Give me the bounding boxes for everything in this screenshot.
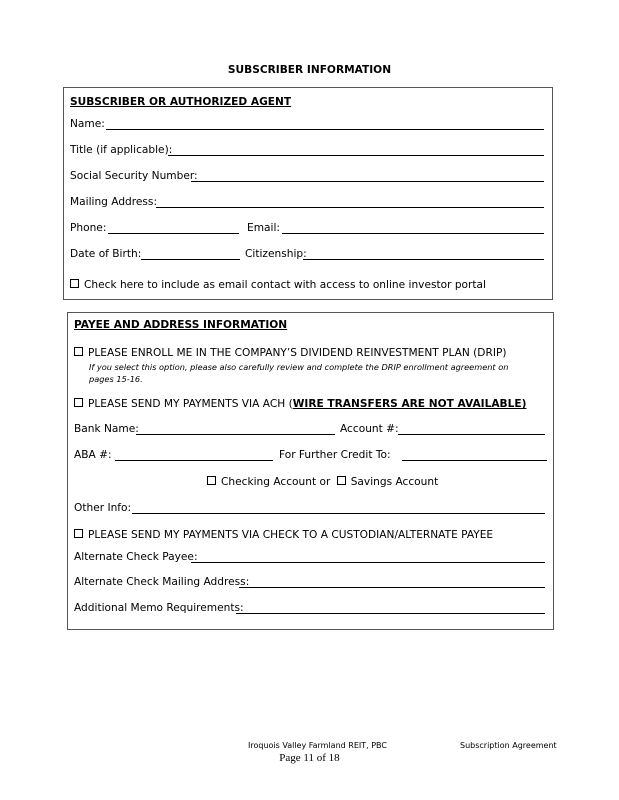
check-custodian-checkbox[interactable] — [74, 529, 83, 538]
memo-label: Additional Memo Requirements: — [74, 602, 244, 614]
citizenship-field[interactable] — [303, 259, 544, 260]
name-label: Name: — [70, 118, 105, 130]
aba-field[interactable] — [115, 460, 273, 461]
phone-field[interactable] — [108, 233, 239, 234]
ach-checkbox[interactable] — [74, 398, 83, 407]
drip-note-line2: pages 15-16. — [89, 374, 143, 384]
savings-checkbox[interactable] — [337, 476, 346, 485]
memo-field[interactable] — [236, 613, 545, 614]
further-credit-label: For Further Credit To: — [279, 449, 391, 461]
citizenship-label: Citizenship: — [245, 248, 307, 260]
bank-name-field[interactable] — [136, 434, 335, 435]
portal-checkbox[interactable] — [70, 279, 79, 288]
account-label: Account #: — [340, 423, 399, 435]
alt-mailing-label: Alternate Check Mailing Address: — [74, 576, 250, 588]
drip-note-line1: If you select this option, please also carefully review and complete the DRIP enrollment agreement on — [89, 362, 509, 372]
wire-warning: WIRE TRANSFERS ARE NOT AVAILABLE) — [292, 398, 527, 410]
bank-name-label: Bank Name: — [74, 423, 139, 435]
account-field[interactable] — [398, 434, 545, 435]
portal-check-row — [70, 279, 486, 291]
mailing-address-label: Mailing Address: — [70, 196, 158, 208]
ach-row — [74, 398, 526, 410]
savings-label: Savings Account — [350, 476, 439, 488]
name-field[interactable] — [106, 129, 544, 130]
email-label: Email: — [247, 222, 280, 234]
check-custodian-label: PLEASE SEND MY PAYMENTS VIA CHECK TO A CUSTODIAN/ALTERNATE PAYEE — [88, 529, 494, 541]
payee-heading: PAYEE AND ADDRESS INFORMATION — [74, 319, 288, 331]
footer-page-number: Page 11 of 18 — [279, 752, 340, 764]
checking-checkbox[interactable] — [207, 476, 216, 485]
drip-label: PLEASE ENROLL ME IN THE COMPANY’S DIVIDEND REINVESTMENT PLAN (DRIP) — [88, 347, 507, 359]
portal-check-label: Check here to include as email contact with access to online investor portal — [84, 279, 486, 291]
ssn-label: Social Security Number: — [70, 170, 198, 182]
dob-field[interactable] — [141, 259, 240, 260]
drip-checkbox[interactable] — [74, 347, 83, 356]
ssn-field[interactable] — [191, 181, 544, 182]
drip-row — [74, 347, 506, 359]
phone-label: Phone: — [70, 222, 107, 234]
other-info-label: Other Info: — [74, 502, 132, 514]
account-type-row — [207, 476, 438, 488]
ach-label: PLEASE SEND MY PAYMENTS VIA ACH ( — [88, 398, 293, 410]
email-field[interactable] — [282, 233, 544, 234]
alt-mailing-field[interactable] — [239, 587, 545, 588]
other-info-field[interactable] — [132, 513, 545, 514]
alt-payee-field[interactable] — [191, 562, 545, 563]
footer-doc-name: Subscription Agreement — [460, 741, 557, 750]
check-custodian-row — [74, 529, 493, 541]
title-label: Title (if applicable): — [70, 144, 173, 156]
title-field[interactable] — [168, 155, 544, 156]
alt-payee-label: Alternate Check Payee: — [74, 551, 198, 563]
footer-company: Iroquois Valley Farmland REIT, PBC — [248, 741, 387, 750]
checking-label: Checking Account or — [221, 476, 331, 488]
dob-label: Date of Birth: — [70, 248, 142, 260]
subscriber-heading: SUBSCRIBER OR AUTHORIZED AGENT — [70, 96, 292, 108]
page-title: SUBSCRIBER INFORMATION — [227, 64, 392, 76]
aba-label: ABA #: — [74, 449, 112, 461]
further-credit-field[interactable] — [402, 460, 547, 461]
mailing-address-field[interactable] — [156, 207, 544, 208]
subscriber-section — [63, 87, 553, 300]
